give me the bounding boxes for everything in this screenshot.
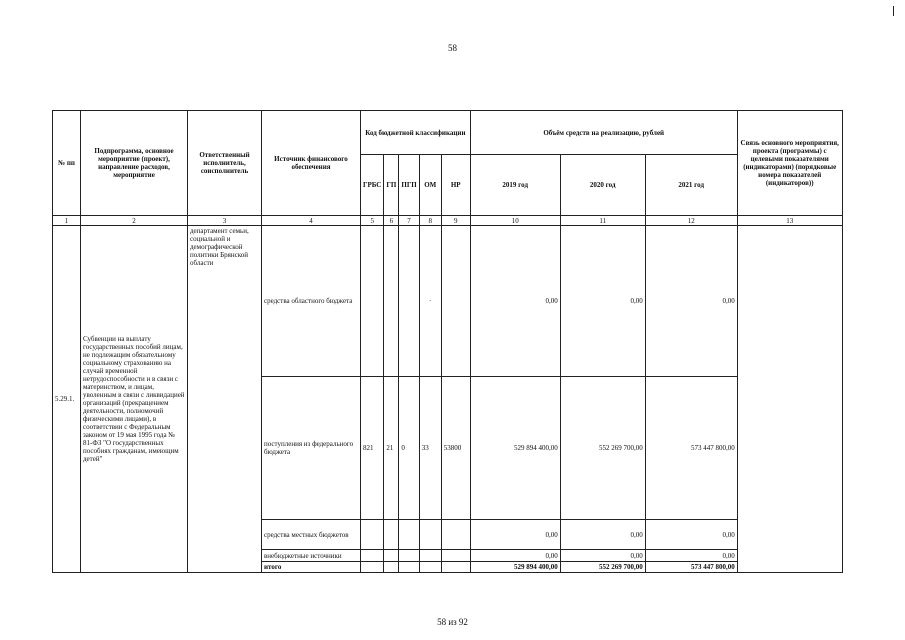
budget-table-wrapper [52, 110, 843, 573]
source-grbs [361, 550, 384, 562]
header-gp: ГП [384, 155, 399, 216]
header-om: ОМ [419, 155, 441, 216]
source-gp [384, 226, 399, 377]
total-2019: 529 894 400,00 [470, 562, 560, 573]
col-number: 6 [384, 216, 399, 226]
source-name: средства местных бюджетов [262, 520, 361, 550]
col-number: 12 [645, 216, 737, 226]
col-number: 8 [419, 216, 441, 226]
col-number: 5 [361, 216, 384, 226]
source-2021: 0,00 [645, 550, 737, 562]
row-number: 5.29.1. [53, 226, 81, 573]
source-np [441, 520, 470, 550]
header-budget-code: Код бюджетной классификации [361, 111, 471, 155]
source-name: внебюджетные источники [262, 550, 361, 562]
source-gp: 21 [384, 377, 399, 520]
col-number: 13 [737, 216, 842, 226]
col-number: 2 [81, 216, 188, 226]
budget-table [52, 110, 843, 573]
source-np [441, 550, 470, 562]
page-number-top: 58 [448, 43, 457, 53]
source-grbs [361, 562, 384, 573]
source-pgp [399, 226, 419, 377]
source-om [419, 562, 441, 573]
source-2020: 0,00 [560, 520, 645, 550]
source-pgp [399, 562, 419, 573]
header-link: Связь основного мероприятия, проекта (программы) с целевыми показателями (индикаторами) (порядковые номера показателей (индикаторов)) [737, 111, 842, 216]
header-volume: Объём средств на реализацию, рублей [470, 111, 737, 155]
total-2021: 573 447 800,00 [645, 562, 737, 573]
source-2021: 0,00 [645, 520, 737, 550]
source-gp [384, 550, 399, 562]
source-om: 33 [419, 377, 441, 520]
source-grbs: 821 [361, 377, 384, 520]
header-2021: 2021 год [645, 155, 737, 216]
col-number: 1 [53, 216, 81, 226]
source-2020: 0,00 [560, 226, 645, 377]
source-pgp [399, 550, 419, 562]
header-grbs: ГРБС [361, 155, 384, 216]
source-grbs [361, 520, 384, 550]
header-2019: 2019 год [470, 155, 560, 216]
header-source: Источник финансового обеспечения [262, 111, 361, 216]
source-pgp [399, 520, 419, 550]
source-gp [384, 562, 399, 573]
source-name: поступления из федерального бюджета [262, 377, 361, 520]
source-pgp: 0 [399, 377, 419, 520]
header-pgp: ПГП [399, 155, 419, 216]
col-number: 3 [188, 216, 262, 226]
source-name: средства областного бюджета [262, 226, 361, 377]
col-number: 10 [470, 216, 560, 226]
source-mark: · [429, 297, 432, 305]
source-om [419, 226, 441, 377]
header-responsible: Ответственный исполнитель, соисполнитель [188, 111, 262, 216]
page-edge-mark [893, 6, 894, 16]
col-number: 11 [560, 216, 645, 226]
source-2019: 529 894 400,00 [470, 377, 560, 520]
col-number: 9 [441, 216, 470, 226]
header-num: № пп [53, 111, 81, 216]
total-2020: 552 269 700,00 [560, 562, 645, 573]
source-om [419, 550, 441, 562]
header-2020: 2020 год [560, 155, 645, 216]
table-row [53, 226, 843, 377]
source-2021: 573 447 800,00 [645, 377, 737, 520]
source-om [419, 520, 441, 550]
source-np [441, 562, 470, 573]
source-2019: 0,00 [470, 226, 560, 377]
source-np [441, 226, 470, 377]
header-np: НР [441, 155, 470, 216]
col-number: 4 [262, 216, 361, 226]
source-2019: 0,00 [470, 550, 560, 562]
indicator-link [737, 226, 842, 573]
column-number-row [53, 216, 843, 226]
source-gp [384, 520, 399, 550]
col-number: 7 [399, 216, 419, 226]
program-description: Субвенции на выплату государственных пособий лицам, не подлежащим обязательному социальному страхованию на случай временной нетрудоспособности и в связи с материнством, и лицам, уволенным в связи с ликвидацией организаций (прекращением деятельности, полномочий физическими лицами), в соответствии с Федеральным законом от 19 мая 1995 года № 81-ФЗ "О государственных пособиях гражданам, имеющим детей" [81, 226, 188, 573]
page-footer: 58 из 92 [437, 617, 468, 627]
source-grbs [361, 226, 384, 377]
source-2021: 0,00 [645, 226, 737, 377]
source-2020: 0,00 [560, 550, 645, 562]
source-2020: 552 269 700,00 [560, 377, 645, 520]
source-2019: 0,00 [470, 520, 560, 550]
total-label: итого [262, 562, 361, 573]
header-program: Подпрограмма, основное мероприятие (проект), направление расходов, мероприятие [81, 111, 188, 216]
source-np: 53800 [441, 377, 470, 520]
responsible-executor: департамент семьи, социальной и демографической политики Брянской области [188, 226, 262, 573]
